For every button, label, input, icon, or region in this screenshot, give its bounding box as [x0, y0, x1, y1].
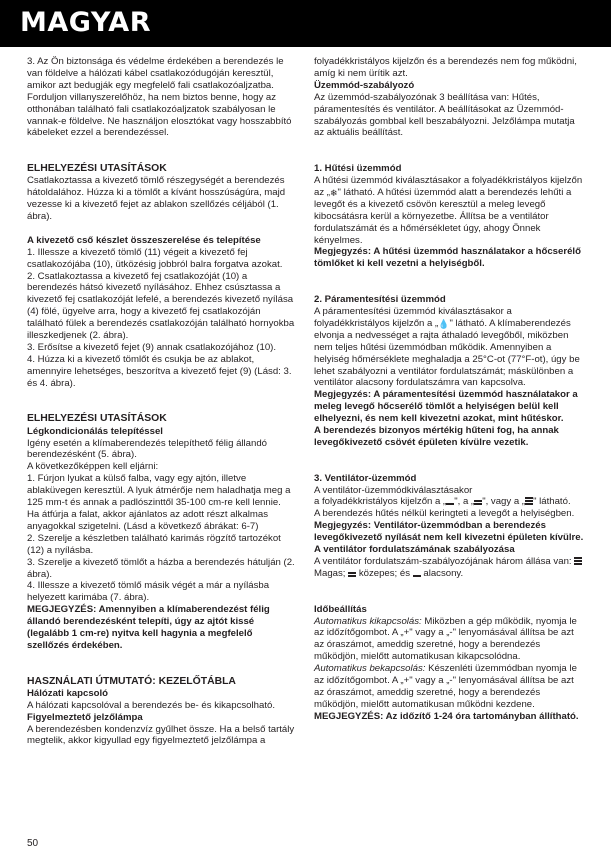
cool-text: A hűtési üzemmód kiválasztásakor a folyadékkristályos kijelzőn az „❄" látható. A hűtési üzemmód alatt a berendezés lehűti a levegőt és a kivezető csövön keresztül a meleg levegő kibocsátásra kerül a környezetbe. Állítsa be a ventilátor fordulatszámát és a hőmérsékletet úgy, ahogy Önnek kényelmes.: [314, 175, 583, 246]
subheading-fan-mode: 3. Ventilátor-üzemmód: [314, 472, 417, 484]
subheading-fan-speed: A ventilátor fordulatszámának szabályozása: [314, 544, 515, 556]
fan-high-icon: [574, 556, 582, 565]
semi-step-1: 1. Fúrjon lyukat a külső falba, vagy egy ajtón, illetve ablaküvegen keresztül. A lyuk átmérője nem haladhatja meg a 125 mm-t és annak a padlószinttől 35-100 cm-re kell lennie. Ha átfúrja a falat, akkor ajánlatos az adott részt alkalmas anyagokkal szigetelni. (Lásd a következő ábrákat: 6-7): [27, 473, 291, 532]
right-column: [314, 56, 584, 723]
fan-text-2: a folyadékkristályos kijelzőn a „ ", a „ ", vagy a „ " látható.: [314, 496, 571, 508]
warning-text: A berendezésben kondenzvíz gyűlhet össze. Ha a belső tartály megtelik, akkor kigyullad egy figyelmeztető jelzőlámpa a: [27, 723, 295, 747]
section-heading-usage: HASZNÁLATI ÚTMUTATÓ: KEZELŐTÁBLA: [27, 675, 236, 687]
header-bar: [0, 0, 611, 47]
semi-step-4: 4. Illessze a kivezető tömlő másik végét a már a nyílásba helyezett karimába (7. ábra).: [27, 580, 270, 604]
fan-medium-icon: [348, 568, 356, 577]
kit-step-2: 2. Csatlakoztassa a kivezető fej csatlakozóját (10) a berendezés hátsó kivezető nyílásához. Ehhez csúsztassa a kivezető fej csatlakozóját lefelé, a berendezés kivezető nyílása (4) fölé, ügyelve arra, hogy a kivezető fej csatlakozóján található fülek a berendezés csatlakozóján található hornyokba illeszkedjenek (2. ábra).: [27, 270, 295, 342]
subheading-modes: Üzemmód-szabályozó: [314, 79, 415, 91]
droplet-icon: 💧: [438, 318, 450, 329]
page-title: MAGYAR: [20, 7, 151, 38]
snowflake-icon: ❄: [330, 187, 338, 198]
fan-text-1: A ventilátor-üzemmódkiválasztásakor: [314, 484, 473, 496]
subheading-cool-mode: 1. Hűtési üzemmód: [314, 163, 402, 175]
dehum-text: A páramentesítési üzemmód kiválasztásakor a folyadékkristályos kijelzőn a „💧" látható. A klímaberendezés elvonja a nedvességet a rajta áthaladó levegőből, miközben nem teljes hűtési üzemmódban működik. Amennyiben a helyiség hőmérséklete meghaladja a 25°C-ot (77°F-ot), úgy be lehet szabályozni a ventilátor fordulatszámát; máskülönben a ventilátor alacsony fordulatszámra van kapcsolva.: [314, 306, 580, 389]
dehum-note-1: Megjegyzés: A páramentesítési üzemmód használatakor a meleg levegő hőcserélő tömlőt a helyiségen belül kell elhelyezni, és nem kell kivezetni azokat, mint hűtéskor.: [314, 389, 578, 425]
fan-low-icon: [413, 568, 421, 577]
kit-step-4: 4. Húzza ki a kivezető tömlőt és csukja be az ablakot, amennyire lehetséges, beszorítva a kivezető fejet (9) (Lásd: 3. és 4. ábra).: [27, 353, 292, 389]
timer-note: MEGJEGYZÉS: Az időzítő 1-24 óra tartományban állítható.: [314, 710, 579, 722]
semi-intro: A következőképpen kell eljárni:: [27, 461, 159, 473]
timer-off-text: Automatikus kikapcsolás: Miközben a gép működik, nyomja le az időzítőgombot. A „+" vagy a „-" lenyomásával állítsa be azt az óraszámot, ameddig szeretné, hogy a berendezés működjön, mielőtt automatikusan kikapcsolódna.: [314, 615, 577, 663]
subheading-timer: Időbeállítás: [314, 603, 367, 615]
timer-on-text: Automatikus bekapcsolás: Készenléti üzemmódban nyomja le az időzítőgombot. A „+" vagy a „-" lenyomásával állítsa be azt az óraszámot, ameddig szeretné, hogy a berendezés működjön, mielőtt automatikusan működni kezdene.: [314, 663, 577, 710]
modes-text: Az üzemmód-szabályozónak 3 beállítása van: Hűtés, páramentesítés és ventilátor. A beállításokat az Üzemmód-szabályozás gombbal kell beszabályozni. Jelzőlámpa mutatja az aktuális beállítást.: [314, 91, 575, 139]
subheading-dehum-mode: 2. Páramentesítési üzemmód: [314, 294, 446, 306]
semi-step-3: 3. Szerelje a kivezető tömlőt a házba a berendezés hátulján (2. ábra).: [27, 556, 295, 580]
section-heading-install-2: ELHELYEZÉSI UTASÍTÁSOK: [27, 413, 167, 425]
subheading-kit: A kivezető cső készlet összeszerelése és telepítése: [27, 234, 261, 246]
kit-step-1: 1. Illessze a kivezető tömlő (11) végeit a kivezető fej csatlakozójába (10), ütközésig jobbról balra forgatva azokat.: [27, 246, 283, 270]
install-text: Csatlakoztassa a kivezető tömlő részegységét a berendezés hátoldalához. Húzza ki a tömlőt a kívánt hosszúságúra, majd vezesse ki a kivezető fejet az ablakon szellőzés céljából (1. ábra).: [27, 175, 286, 223]
fan-high-icon: [525, 496, 533, 505]
cool-note: Megjegyzés: A hűtési üzemmód használatakor a hőcserélő tömlőket ki kell vezetni a helyiségből.: [314, 246, 581, 270]
semi-text: Igény esetén a klímaberendezés telepíthető félig állandó berendezésként (5. ábra).: [27, 437, 268, 461]
fan-text-3: A berendezés hűtés nélkül keringteti a levegőt a helyiségben.: [314, 508, 575, 520]
subheading-warning-lamp: Figyelmeztető jelzőlámpa: [27, 711, 143, 723]
fan-medium-icon: [474, 496, 482, 505]
kit-step-3: 3. Erősítse a kivezető fejet (9) annak csatlakozójához (10).: [27, 342, 277, 354]
safety-paragraph: 3. Az Ön biztonsága és védelme érdekében a berendezés le van földelve a hálózati kábel csatlakozódugóján keresztül, amikor azt bedugják egy megfelelő fali csatlakozóaljzatba. Forduljon villanyszerelőhöz, ha nem biztos benne, hogy az otthonában található fali csatlakozóaljzatok szabályosan le vannak-e földelve. Ne használjon elosztókat vagy hosszabbító kábeleket ezzel a berendezéssel.: [27, 56, 292, 139]
fan-note: Megjegyzés: Ventilátor-üzemmódban a berendezés levegőkivezető nyílását nem kell kivezetni épületen kívülre.: [314, 520, 584, 544]
subheading-semi: Légkondicionálás telepítéssel: [27, 425, 163, 437]
subheading-power: Hálózati kapcsoló: [27, 687, 109, 699]
power-text: A hálózati kapcsolóval a berendezés be- és kikapcsolható.: [27, 699, 275, 711]
semi-note: MEGJEGYZÉS: Amennyiben a klímaberendezést félig állandó berendezésként telepíti, úgy az ajtót kissé (legalább 1 cm-re) nyitva kell hagynia a megfelelő szellőzés érdekében.: [27, 604, 270, 651]
page-number: 50: [27, 838, 39, 849]
speed-text: A ventilátor fordulatszám-szabályozójának három állása van: Magas; közepes; és alacsony.: [314, 556, 584, 580]
section-heading-install: ELHELYEZÉSI UTASÍTÁSOK: [27, 163, 167, 175]
left-column: [27, 56, 295, 747]
dehum-note-2: A berendezés bizonyos mértékig hűteni fog, ha annak levegőkivezető csövét épületen kívülre vezetik.: [314, 425, 559, 448]
warning-text-cont: folyadékkristályos kijelzőn és a berendezés nem fog működni, amíg ki nem ürítik azt.: [314, 56, 577, 79]
fan-low-icon: [446, 496, 454, 505]
semi-step-2: 2. Szerelje a készletben található karimás rögzítő tartozékot (12) a nyílásba.: [27, 532, 281, 556]
